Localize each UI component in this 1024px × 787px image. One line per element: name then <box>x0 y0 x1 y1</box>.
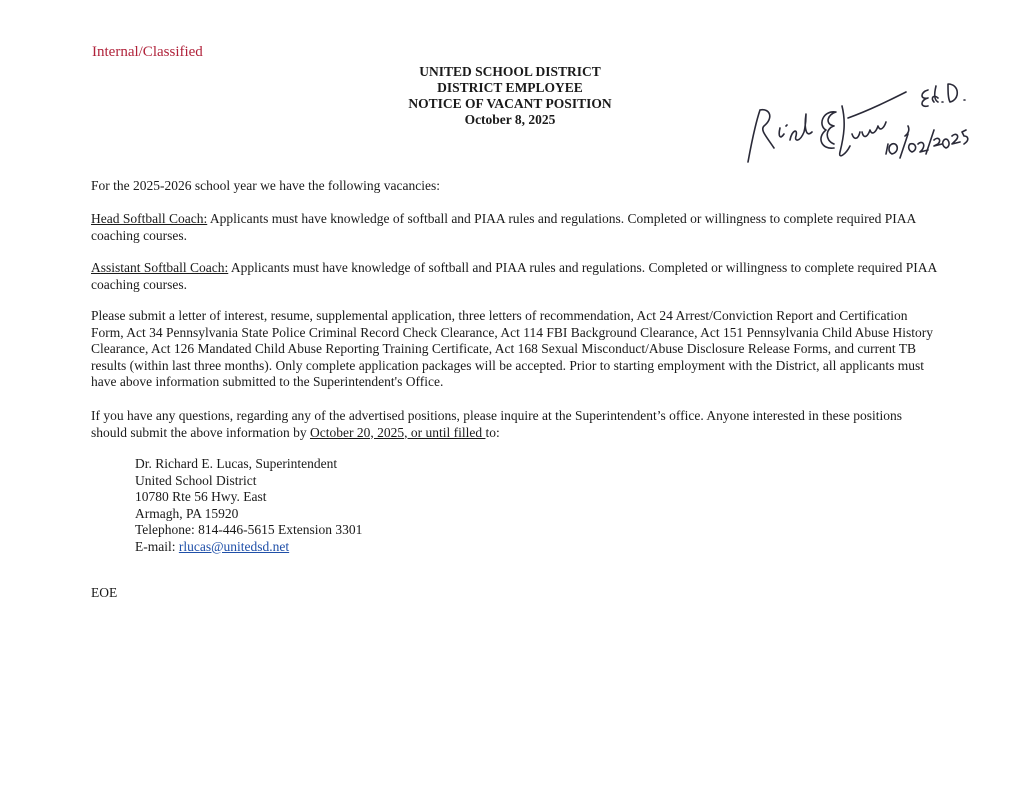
handwritten-signature <box>730 70 980 170</box>
questions-tail: to: <box>485 424 500 440</box>
vacancy-description: Applicants must have knowledge of softball and PIAA rules and regulations. Completed or willingness to complete required PIAA coaching courses. <box>91 211 916 243</box>
email-label: E-mail: <box>135 538 179 554</box>
vacancy-description: Applicants must have knowledge of softball and PIAA rules and regulations. Completed or willingness to complete required PIAA coaching courses. <box>91 260 937 292</box>
vacancy-assistant-coach <box>91 260 941 293</box>
heading-notice: NOTICE OF VACANT POSITION <box>408 96 612 111</box>
notice-date: October 8, 2025 <box>464 112 556 127</box>
contact-block <box>135 456 362 555</box>
contact-phone: Telephone: 814-446-5615 Extension 3301 <box>135 522 363 537</box>
eoe-label: EOE <box>91 585 118 600</box>
application-deadline: October 20, 2025, or until filled <box>309 424 486 440</box>
contact-organization: United School District <box>135 472 257 488</box>
vacancy-head-coach <box>91 211 941 244</box>
district-name: UNITED SCHOOL DISTRICT <box>419 64 601 79</box>
vacancy-title: Head Softball Coach: <box>91 211 208 226</box>
document-heading <box>330 64 690 128</box>
questions-text: If you have any questions, regarding any of the advertised positions, please inquire at the Superintendent’s office. Anyone interested in these positions should submit the above information by <box>91 408 903 440</box>
email-link[interactable]: rlucas@unitedsd.net <box>178 538 290 554</box>
contact-email-row <box>135 539 362 556</box>
contact-address-line1: 10780 Rte 56 Hwy. East <box>135 489 267 504</box>
intro-text: For the 2025-2026 school year we have the following vacancies: <box>91 178 441 193</box>
submission-instructions: Please submit a letter of interest, resume, supplemental application, three letters of recommendation, Act 24 Arrest/Conviction Report and Certification Form, Act 34 Pennsylvania State Police Criminal Record Check Clearance, Act 114 FBI Background Clearance, Act 151 Pennsylvania Child Abuse History Clearance, Act 126 Mandated Child Abuse Reporting Training Certificate, Act 168 Sexual Misconduct/Abuse Disclosure Release Forms, and current TB results (within last three months). Only complete application packages will be accepted. Prior to starting employment with the District, all applicants must have above information submitted to the Superintendent's Office. <box>91 308 933 389</box>
contact-name: Dr. Richard E. Lucas, Superintendent <box>135 456 338 471</box>
classification-label: Internal/Classified <box>92 44 203 60</box>
contact-address-line2: Armagh, PA 15920 <box>135 505 239 521</box>
vacancy-title: Assistant Softball Coach: <box>91 260 229 275</box>
questions-paragraph <box>91 408 941 441</box>
heading-employee: DISTRICT EMPLOYEE <box>437 80 583 95</box>
